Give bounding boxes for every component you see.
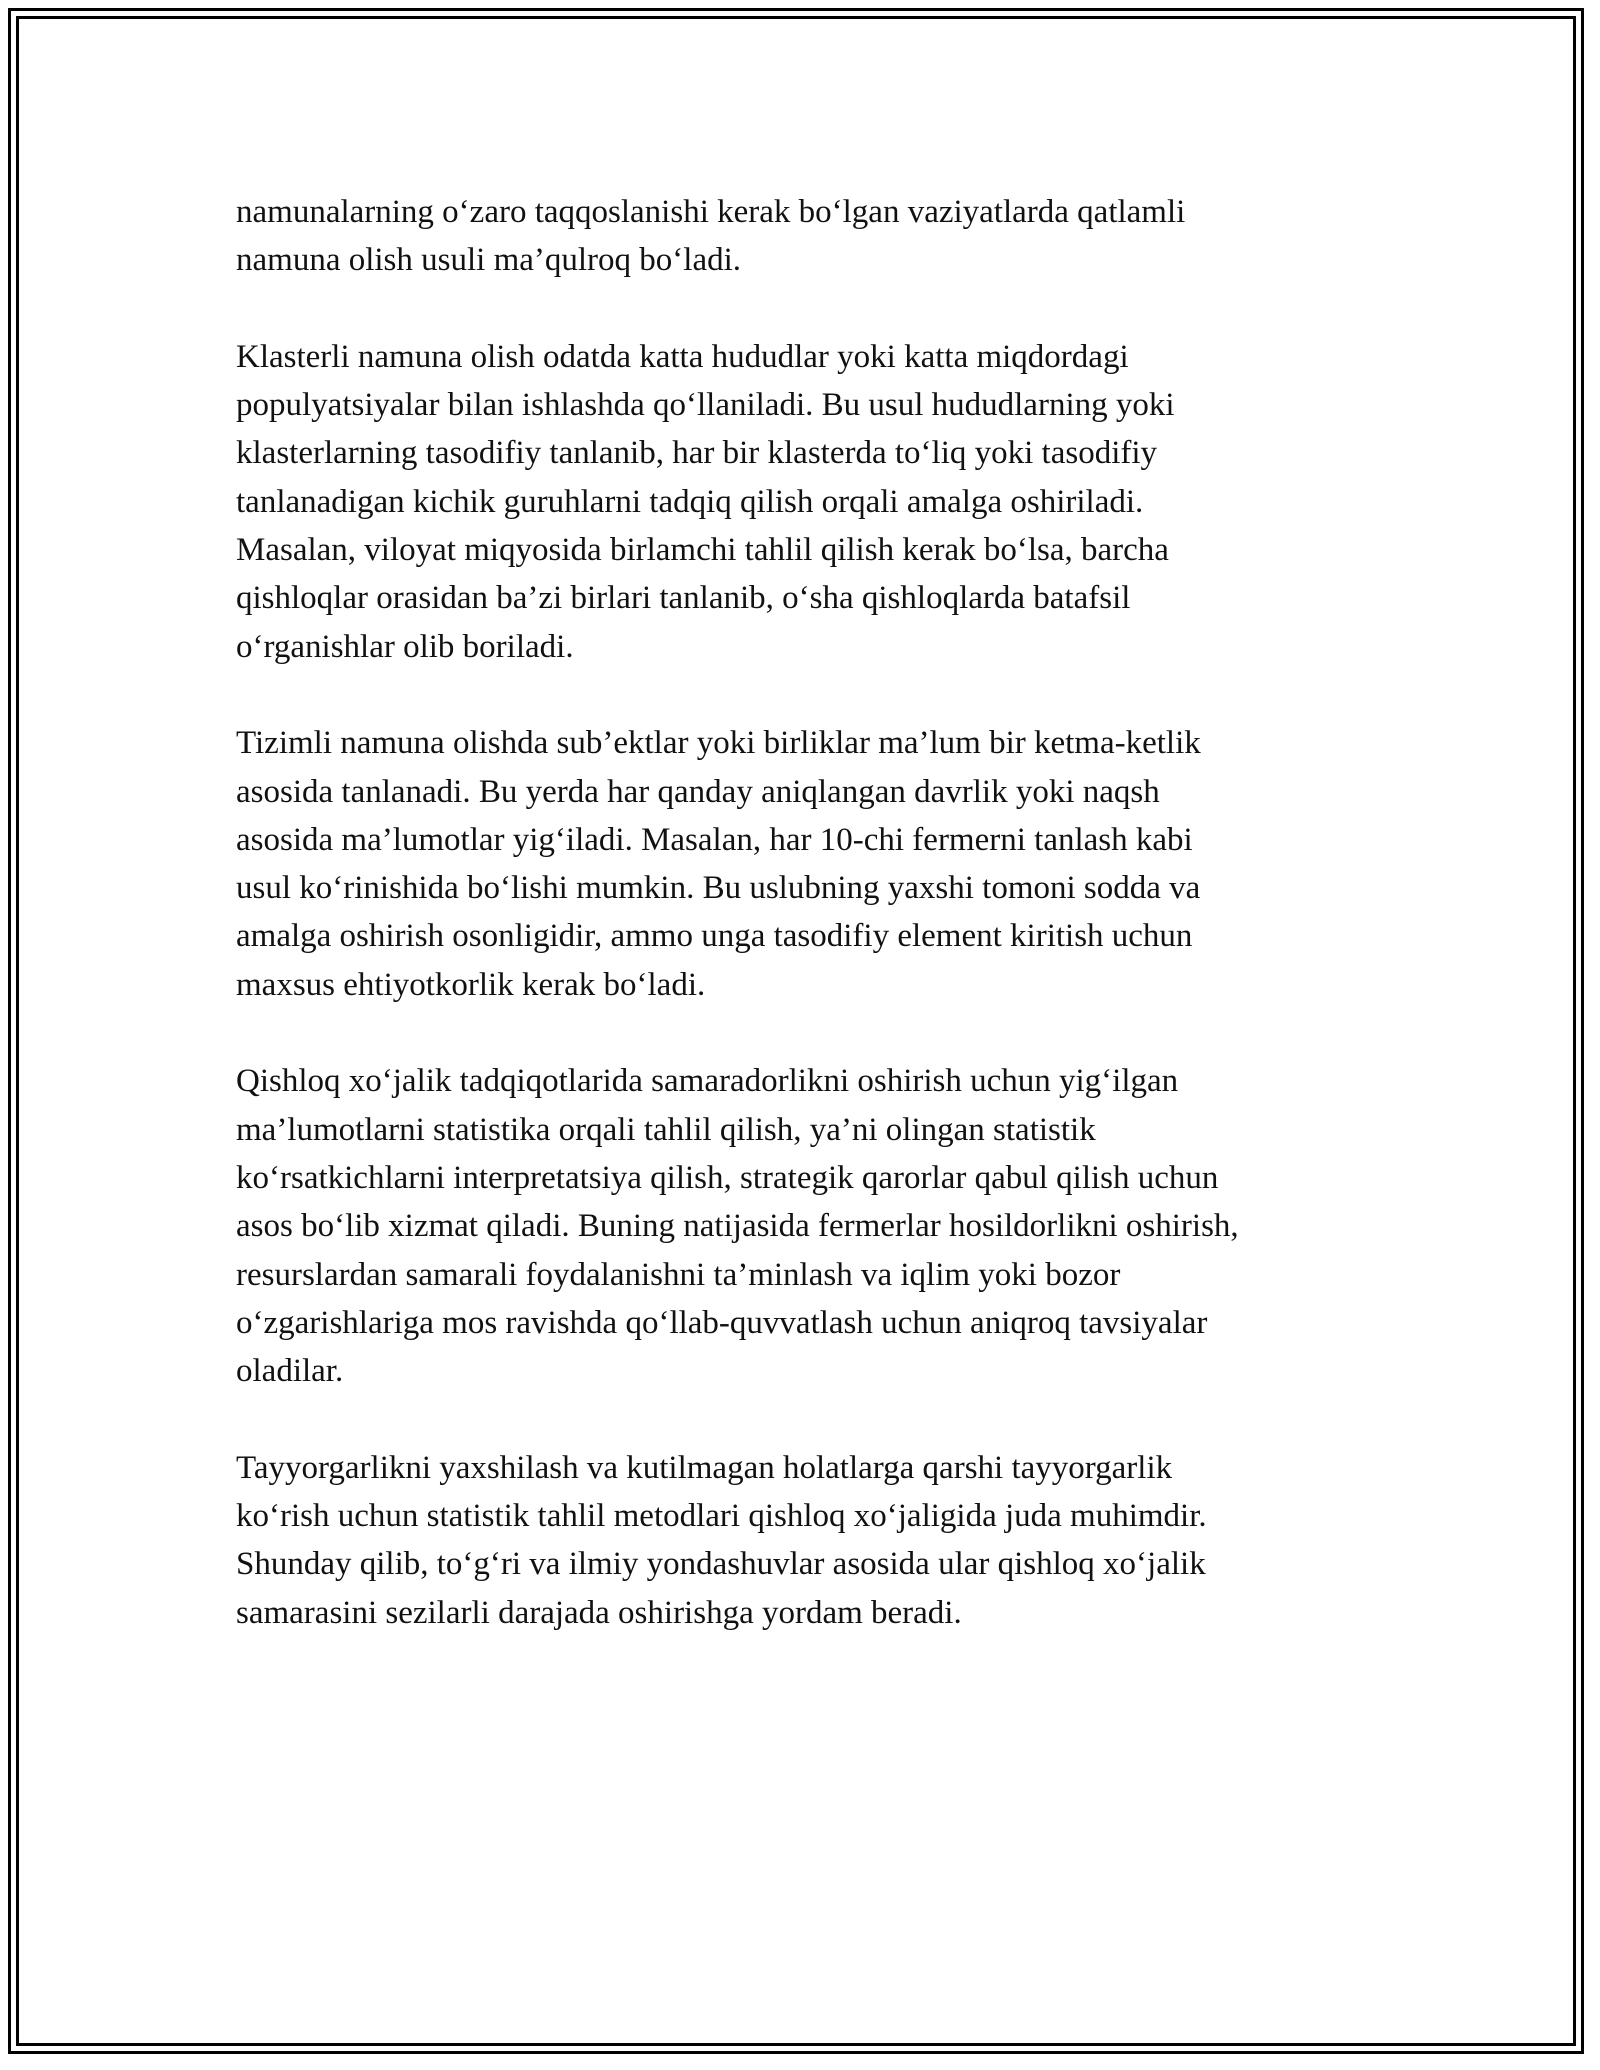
paragraph-conclusion <box>236 1444 1366 1637</box>
text-line: usul ko‘rinishida bo‘lishi mumkin. Bu uslubning yaxshi tomoni sodda va <box>236 870 1201 907</box>
text-line: qishloqlar orasidan ba’zi birlari tanlanib, o‘sha qishloqlarda batafsil <box>236 580 1131 617</box>
text-line: o‘zgarishlariga mos ravishda qo‘llab-quvvatlash uchun aniqroq tavsiyalar <box>236 1304 1208 1341</box>
text-line: asosida ma’lumotlar yig‘iladi. Masalan, har 10-chi fermerni tanlash kabi <box>236 821 1193 858</box>
document-body <box>236 188 1366 1685</box>
paragraph-stratified-sampling <box>236 188 1366 285</box>
paragraph-systematic-sampling <box>236 719 1366 1009</box>
text-line: samarasini sezilarli darajada oshirishga yordam beradi. <box>236 1594 962 1631</box>
text-line: o‘rganishlar olib boriladi. <box>236 628 574 665</box>
text-line: Tayyorgarlikni yaxshilash va kutilmagan holatlarga qarshi tayyorgarlik <box>236 1449 1173 1486</box>
text-line: asos bo‘lib xizmat qiladi. Buning natijasida fermerlar hosildorlikni oshirish, <box>236 1208 1239 1245</box>
text-line: namuna olish usuli ma’qulroq bo‘ladi. <box>236 242 742 279</box>
text-line: ko‘rsatkichlarni interpretatsiya qilish, strategik qarorlar qabul qilish uchun <box>236 1159 1219 1196</box>
text-line: Tizimli namuna olishda sub’ektlar yoki birliklar ma’lum bir ketma-ketlik <box>236 725 1201 762</box>
paragraph-cluster-sampling <box>236 333 1366 671</box>
text-line: resurslardan samarali foydalanishni ta’minlash va iqlim yoki bozor <box>236 1256 1121 1293</box>
text-line: tanlanadigan kichik guruhlarni tadqiq qilish orqali amalga oshiriladi. <box>236 483 1144 520</box>
text-line: Klasterli namuna olish odatda katta hududlar yoki katta miqdordagi <box>236 338 1129 375</box>
text-line: namunalarning o‘zaro taqqoslanishi kerak bo‘lgan vaziyatlarda qatlamli <box>236 194 1186 230</box>
text-line: maxsus ehtiyotkorlik kerak bo‘ladi. <box>236 966 706 1003</box>
paragraph-statistical-analysis <box>236 1057 1366 1395</box>
text-line: oladilar. <box>236 1353 344 1390</box>
text-line: Qishloq xo‘jalik tadqiqotlarida samaradorlikni oshirish uchun yig‘ilgan <box>236 1063 1179 1100</box>
text-line: Masalan, viloyat miqyosida birlamchi tahlil qilish kerak bo‘lsa, barcha <box>236 532 1169 569</box>
text-line: ko‘rish uchun statistik tahlil metodlari qishloq xo‘jaligida juda muhimdir. <box>236 1498 1207 1535</box>
text-line: amalga oshirish osonligidir, ammo unga tasodifiy element kiritish uchun <box>236 918 1193 955</box>
text-line: asosida tanlanadi. Bu yerda har qanday aniqlangan davrlik yoki naqsh <box>236 773 1160 810</box>
text-line: klasterlarning tasodifiy tanlanib, har bir klasterda to‘liq yoki tasodifiy <box>236 435 1158 472</box>
text-line: Shunday qilib, to‘g‘ri va ilmiy yondashuvlar asosida ular qishloq xo‘jalik <box>236 1546 1206 1583</box>
text-line: ma’lumotlarni statistika orqali tahlil qilish, ya’ni olingan statistik <box>236 1111 1096 1148</box>
text-line: populyatsiyalar bilan ishlashda qo‘llaniladi. Bu usul hududlarning yoki <box>236 387 1175 424</box>
